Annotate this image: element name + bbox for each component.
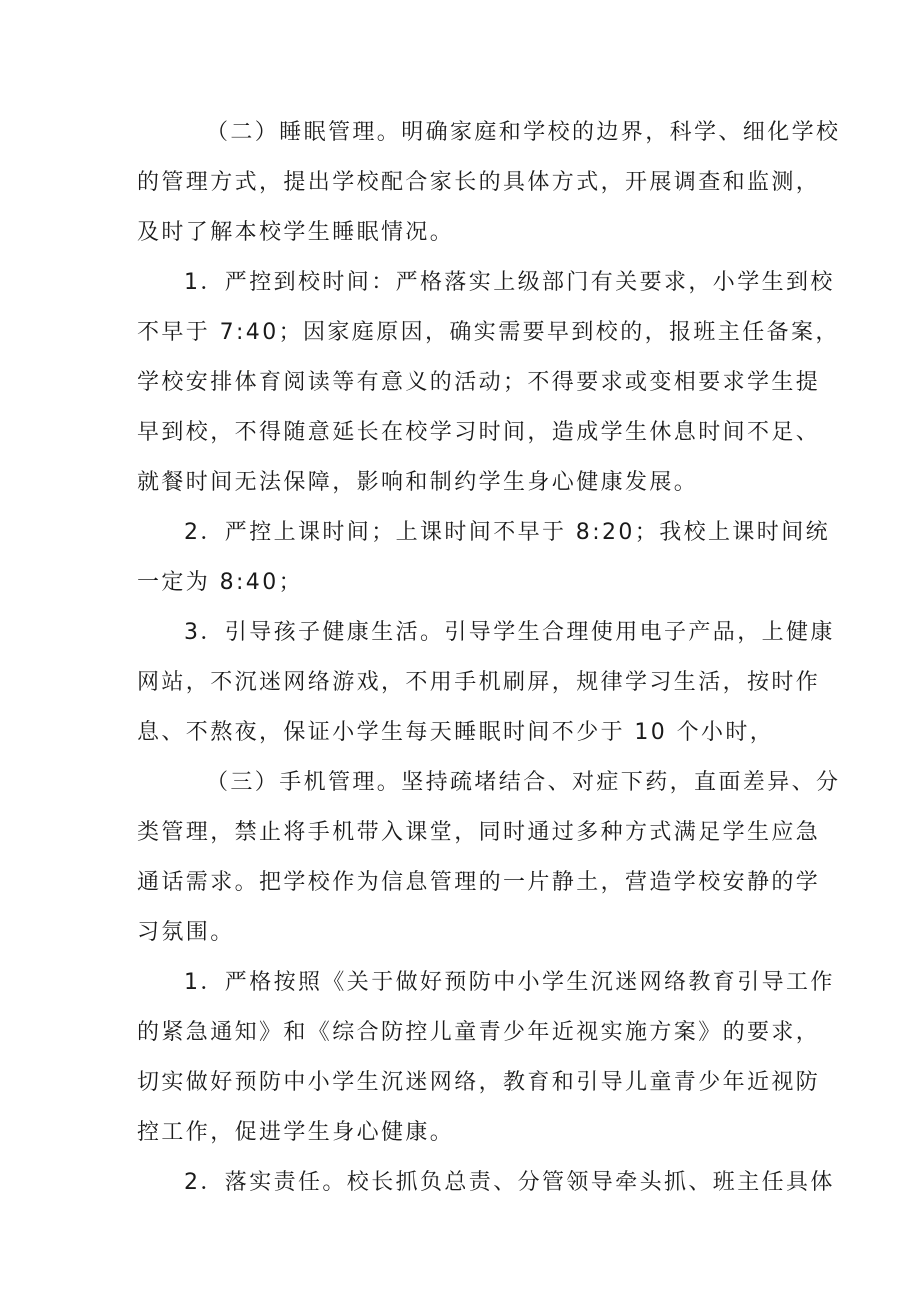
paragraph-line: 不早于 7:40；因家庭原因，确实需要早到校的，报班主任备案， <box>137 320 840 345</box>
paragraph-line: 一定为 8:40； <box>137 570 303 595</box>
paragraph-line: 切实做好预防中小学生沉迷网络，教育和引导儿童青少年近视防 <box>137 1070 821 1095</box>
list-item-2-line-1: 2．落实责任。校长抓负总责、分管领导牵头抓、班主任具体 <box>184 1170 835 1195</box>
section-heading-phone-line-1: （三）手机管理。坚持疏堵结合、对症下药，直面差异、分 <box>206 770 841 795</box>
paragraph-line: 的管理方式，提出学校配合家长的具体方式，开展调查和监测， <box>137 170 821 195</box>
paragraph-line: 早到校，不得随意延长在校学习时间，造成学生休息时间不足、 <box>137 420 821 445</box>
list-item-1-line-1: 1．严格按照《关于做好预防中小学生沉迷网络教育引导工作 <box>184 970 835 995</box>
paragraph-line: 的紧急通知》和《综合防控儿童青少年近视实施方案》的要求， <box>137 1020 821 1045</box>
list-item-1-line-1: 1．严控到校时间：严格落实上级部门有关要求，小学生到校 <box>184 270 835 295</box>
paragraph-line: 息、不熬夜，保证小学生每天睡眠时间不少于 10 个小时， <box>137 720 775 745</box>
paragraph-line: 类管理，禁止将手机带入课堂，同时通过多种方式满足学生应急 <box>137 820 821 845</box>
section-heading-sleep-line-1: （二）睡眠管理。明确家庭和学校的边界，科学、细化学校 <box>206 120 841 145</box>
paragraph-line: 及时了解本校学生睡眠情况。 <box>137 220 455 245</box>
paragraph-line: 控工作，促进学生身心健康。 <box>137 1120 455 1145</box>
list-item-2-line-1: 2．严控上课时间；上课时间不早于 8:20；我校上课时间统 <box>184 520 830 545</box>
paragraph-line: 习氛围。 <box>137 920 235 945</box>
list-item-3-line-1: 3．引导孩子健康生活。引导学生合理使用电子产品，上健康 <box>184 620 835 645</box>
paragraph-line: 通话需求。把学校作为信息管理的一片静土，营造学校安静的学 <box>137 870 821 895</box>
paragraph-line: 就餐时间无法保障，影响和制约学生身心健康发展。 <box>137 470 699 495</box>
paragraph-line: 学校安排体育阅读等有意义的活动；不得要求或变相要求学生提 <box>137 370 821 395</box>
paragraph-line: 网站，不沉迷网络游戏，不用手机刷屏，规律学习生活，按时作 <box>137 670 821 695</box>
